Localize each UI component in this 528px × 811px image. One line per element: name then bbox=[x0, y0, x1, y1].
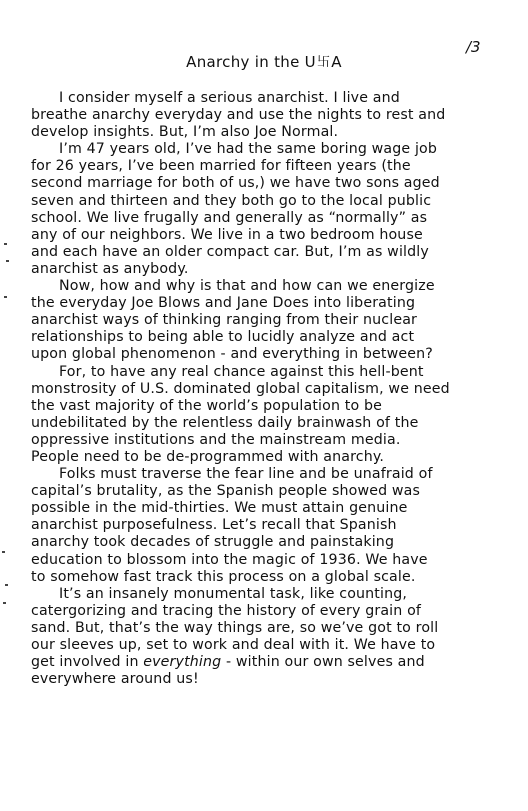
essay-body bbox=[31, 90, 497, 688]
paragraph-6 bbox=[31, 586, 497, 689]
title-text-end: A bbox=[331, 53, 342, 71]
paragraph-5: Folks must traverse the fear line and be unafraid of capital’s brutality, as the Spanish people showed was possible in the mid-thirties. We must attain genuine anarchist purposefulness. Let’s recall that Spanish anarchy took decades of struggle and painstaking education to blossom into the magic of 1936. We have to somehow fast track this process on a global scale. bbox=[31, 466, 433, 585]
scan-speck bbox=[2, 551, 5, 553]
paragraph-6-start: It’s an insanely monumental task, like counting, catergorizing and tracing the history of every grain of sand. But, that’s the way things are, so we’ve got to roll our sleeves up, set to work and deal with it. We have to get involved in bbox=[31, 585, 439, 671]
paragraph-4: For, to have any real chance against this hell-bent monstrosity of U.S. dominated global capitalism, we need the vast majority of the world’s population to be undebilitated by the relentless daily brainwash of the oppressive institutions and the mainstream media. People need to be de-programmed with anarchy. bbox=[31, 363, 450, 465]
paragraph-6-end: - within our own selves and everywhere around us! bbox=[31, 654, 425, 688]
paragraph-2: I’m 47 years old, I’ve had the same boring wage job for 26 years, I’ve been married for fifteen years (the second marriage for both of us,) we have two sons aged seven and thirteen and they both go to the local public school. We live frugally and generally as “normally” as any of our neighbors. We live in a two bedroom house and each have an older compact car. But, I’m as wildly anarchist as anybody. bbox=[31, 141, 440, 277]
page-title bbox=[0, 51, 528, 71]
paragraph-1: I consider myself a serious anarchist. I live and breathe anarchy everyday and use the nights to rest and develop insights. But, I’m also Joe Normal. bbox=[31, 90, 446, 141]
scan-speck bbox=[3, 602, 6, 604]
emphasized-word: everything bbox=[143, 654, 222, 671]
page-number: /3 bbox=[466, 38, 481, 56]
paragraph-3: Now, how and why is that and how can we energize the everyday Joe Blows and Jane Does into liberating anarchist ways of thinking ranging from their nuclear relationships to being able to lucidly analyze and act upon global phenomenon - and everything in between? bbox=[31, 278, 435, 363]
scan-speck bbox=[4, 296, 7, 298]
scan-speck bbox=[4, 243, 7, 245]
title-text-start: Anarchy in the U bbox=[186, 53, 316, 71]
scan-speck bbox=[6, 260, 9, 262]
scan-speck bbox=[5, 584, 8, 586]
swastika-glyph-icon: 卐 bbox=[316, 55, 331, 70]
